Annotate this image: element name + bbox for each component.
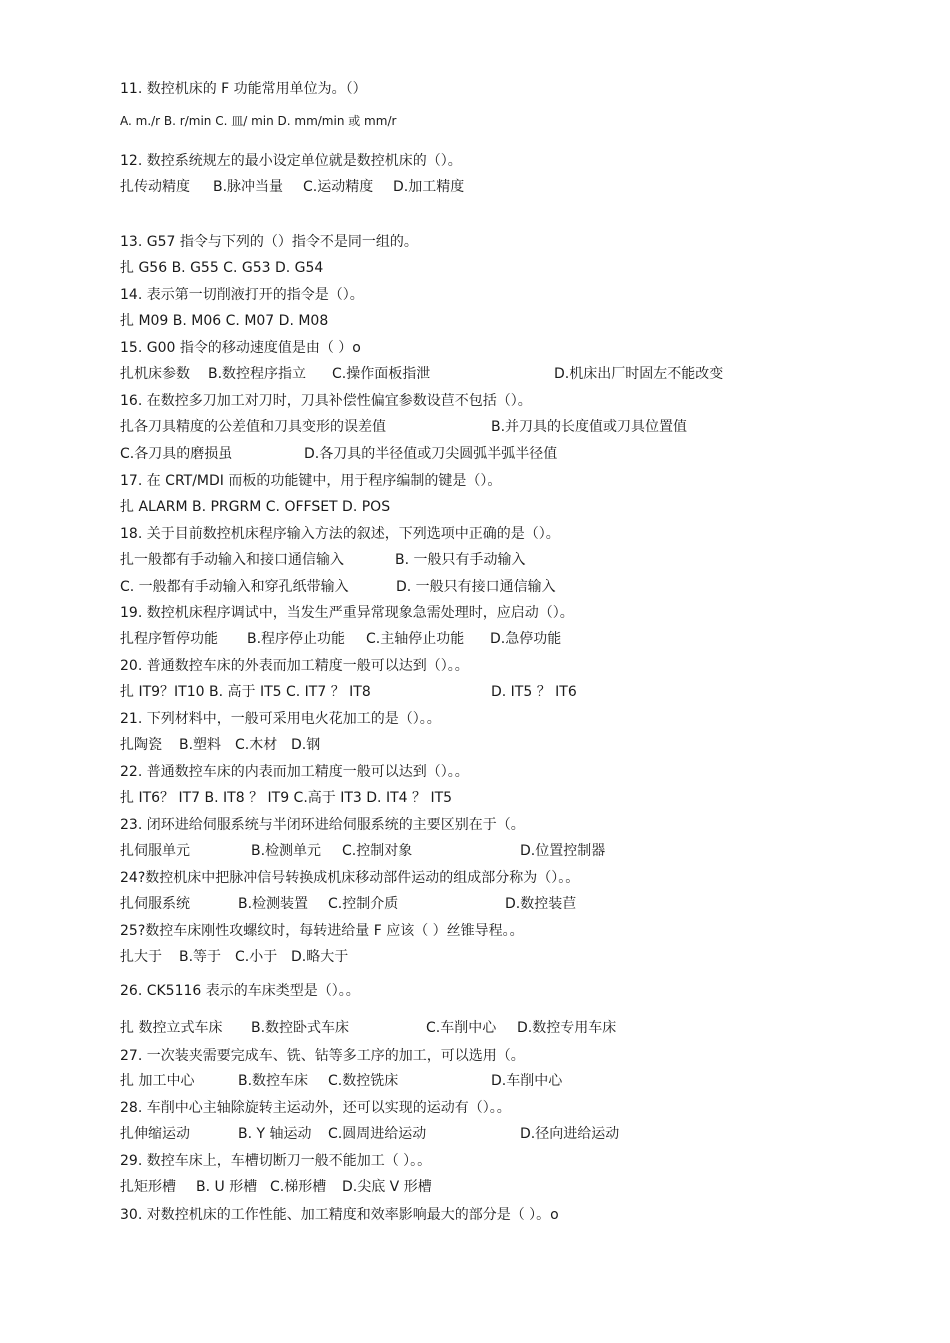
answer-option: C. 一般都有手动输入和穿孔纸带输入 — [120, 579, 349, 595]
answer-option: C.数控铣床 — [328, 1073, 399, 1089]
options-row — [120, 578, 820, 596]
answer-option: 扎 ALARM B. PRGRM C. OFFSET D. POS — [120, 499, 391, 515]
question-stem: 21. 下列材料中，一般可采用电火花加工的是（）。。 — [120, 711, 441, 727]
answer-option: C.运动精度 — [303, 179, 374, 195]
options-row — [120, 1178, 820, 1196]
answer-option: C.车削中心 — [426, 1020, 497, 1036]
answer-option: C.梯形槽 — [270, 1179, 327, 1195]
answer-option: 扎各刀具精度的公差值和刀具变形的误差值 — [120, 419, 386, 435]
answer-option: B.数控程序指立 — [208, 366, 307, 382]
options-row — [120, 551, 820, 569]
answer-option: B.检测单元 — [251, 843, 322, 859]
question-stem: 30. 对数控机床的工作性能、加工精度和效率影响最大的部分是（ ）。o — [120, 1207, 559, 1223]
answer-option: B. U 形槽 — [196, 1179, 258, 1195]
question-stem: 15. G00 指令的移动速度值是由（ ）o — [120, 340, 361, 356]
question-stem: 13. G57 指令与下列的（）指令不是同一组的。 — [120, 234, 418, 250]
answer-option: C.控制介质 — [328, 896, 399, 912]
answer-option: C.圆周进给运动 — [328, 1126, 427, 1142]
options-row — [120, 842, 820, 860]
question-stem: 20. 普通数控车床的外表而加工精度一般可以达到（）。。 — [120, 658, 469, 674]
answer-option: 扎 M09 B. M06 C. M07 D. M08 — [120, 313, 329, 329]
answer-option: B.程序停止功能 — [247, 631, 346, 647]
answer-option: D.机床出厂时固左不能改变 — [554, 366, 724, 382]
answer-option: C.主轴停止功能 — [366, 631, 465, 647]
answer-option: 扎伺服单元 — [120, 843, 190, 859]
question-stem: 26. CK5116 表示的车床类型是（）。。 — [120, 983, 360, 999]
answer-option: B.脉冲当量 — [213, 179, 284, 195]
options-row — [120, 178, 820, 196]
answer-option: 扎 加工中心 — [120, 1073, 195, 1089]
answer-option: D.钢 — [291, 737, 321, 753]
options-row — [120, 1072, 820, 1090]
answer-option: 扎 IT9？IT10 B. 高于 IT5 C. IT7 ？ IT8 — [120, 684, 371, 700]
question-stem: 11. 数控机床的 F 功能常用单位为。（） — [120, 81, 367, 97]
answer-option: 扎伺服系统 — [120, 896, 190, 912]
answer-option: 扎陶瓷 — [120, 737, 162, 753]
options-row — [120, 259, 820, 277]
options-row — [120, 895, 820, 913]
answer-option: D.急停功能 — [490, 631, 562, 647]
answer-option: B.数控卧式车床 — [251, 1020, 350, 1036]
question-stem: 18. 关于目前数控机床程序输入方法的叙述，下列选项中正确的是（）。 — [120, 526, 560, 542]
answer-option: B.数控车床 — [238, 1073, 309, 1089]
question-stem: 12. 数控系统规左的最小设定单位就是数控机床的（）。 — [120, 153, 462, 169]
answer-option: C.木材 — [235, 737, 278, 753]
question-stem: 27. 一次装夹需要完成车、铣、钻等多工序的加工，可以选用（。 — [120, 1048, 525, 1064]
question-stem: 19. 数控机床程序调试中，当发生严重异常现象急需处理时，应启动（）。 — [120, 605, 574, 621]
options-row — [120, 112, 820, 130]
options-row — [120, 736, 820, 754]
answer-option: 扎 IT6？ IT7 B. IT8 ？ IT9 C.高于 IT3 D. IT4 ？ IT5 — [120, 790, 453, 806]
answer-option: D.加工精度 — [393, 179, 465, 195]
answer-option: 扎一般都有手动输入和接口通信输入 — [120, 552, 344, 568]
answer-option: B. 一般只有手动输入 — [395, 552, 526, 568]
answer-option: 扎机床参数 — [120, 366, 190, 382]
question-stem: 24?数控机床中把脉冲信号转换成机床移动部件运动的组成部分称为（）。。 — [120, 870, 580, 886]
answer-option: C.小于 — [235, 949, 278, 965]
options-row — [120, 1019, 820, 1037]
answer-option: 扎 G56 B. G55 C. G53 D. G54 — [120, 260, 324, 276]
answer-option: 扎矩形槽 — [120, 1179, 176, 1195]
answer-option: 扎传动精度 — [120, 179, 190, 195]
answer-option: B.检测装置 — [238, 896, 309, 912]
answer-option: D.各刀具的半径值或刀尖圆弧半弧半径值 — [304, 446, 558, 462]
answer-option: D.车削中心 — [491, 1073, 563, 1089]
answer-option: C.控制对象 — [342, 843, 413, 859]
answer-option: 扎大于 — [120, 949, 162, 965]
answer-option: D.数控装苣 — [505, 896, 577, 912]
answer-option: C.操作面板指泄 — [332, 366, 431, 382]
answer-option: 扎 数控立式车床 — [120, 1020, 223, 1036]
options-row — [120, 1125, 820, 1143]
options-row — [120, 683, 820, 701]
answer-option: 扎程序暂停功能 — [120, 631, 218, 647]
options-row — [120, 365, 820, 383]
answer-option: D. IT5 ？ IT6 — [491, 684, 577, 700]
options-row — [120, 948, 820, 966]
options-row — [120, 498, 820, 516]
question-stem: 14. 表示第一切削液打开的指令是（）。 — [120, 287, 364, 303]
question-stem: 28. 车削中心主轴除旋转主运动外，还可以实现的运动有（）。。 — [120, 1100, 511, 1116]
options-row — [120, 630, 820, 648]
options-row — [120, 312, 820, 330]
question-stem: 16. 在数控多刀加工对刀时，刀具补偿性偏宜参数设苣不包括（）。 — [120, 393, 532, 409]
answer-option: D.略大于 — [291, 949, 349, 965]
answer-option: D.径向进给运动 — [520, 1126, 620, 1142]
answer-option: C.各刀具的磨损虽 — [120, 446, 233, 462]
question-stem: 17. 在 CRT/MDI 而板的功能键中，用于程序编制的键是（）。 — [120, 473, 502, 489]
question-stem: 29. 数控车床上，车槽切断刀一般不能加工（ ）。。 — [120, 1153, 432, 1169]
options-row — [120, 418, 820, 436]
answer-option: 扎伸缩运动 — [120, 1126, 190, 1142]
answer-option: B.塑料 — [179, 737, 222, 753]
options-row — [120, 789, 820, 807]
answer-option: D.位置控制器 — [520, 843, 606, 859]
answer-option: D.数控专用车床 — [517, 1020, 617, 1036]
answer-option: D.尖底 V 形槽 — [342, 1179, 432, 1195]
question-stem: 25?数控车床刚性攻螺纹时，每转进给量 F 应该（ ）丝锥导程。。 — [120, 923, 524, 939]
answer-option: B.并刀具的长度值或刀具位置值 — [491, 419, 688, 435]
answer-option: B.等于 — [179, 949, 222, 965]
question-stem: 23. 闭环进给伺服系统与半闭环进给伺服系统的主要区别在于（。 — [120, 817, 525, 833]
question-stem: 22. 普通数控车床的内表而加工精度一般可以达到（）。。 — [120, 764, 469, 780]
answer-option: B. Y 轴运动 — [238, 1126, 312, 1142]
answer-option: D. 一般只有接口通信输入 — [396, 579, 556, 595]
options-row — [120, 445, 820, 463]
answer-option: A. m./r B. r/min C. 皿/ min D. mm/min 或 mm/r — [120, 114, 397, 128]
